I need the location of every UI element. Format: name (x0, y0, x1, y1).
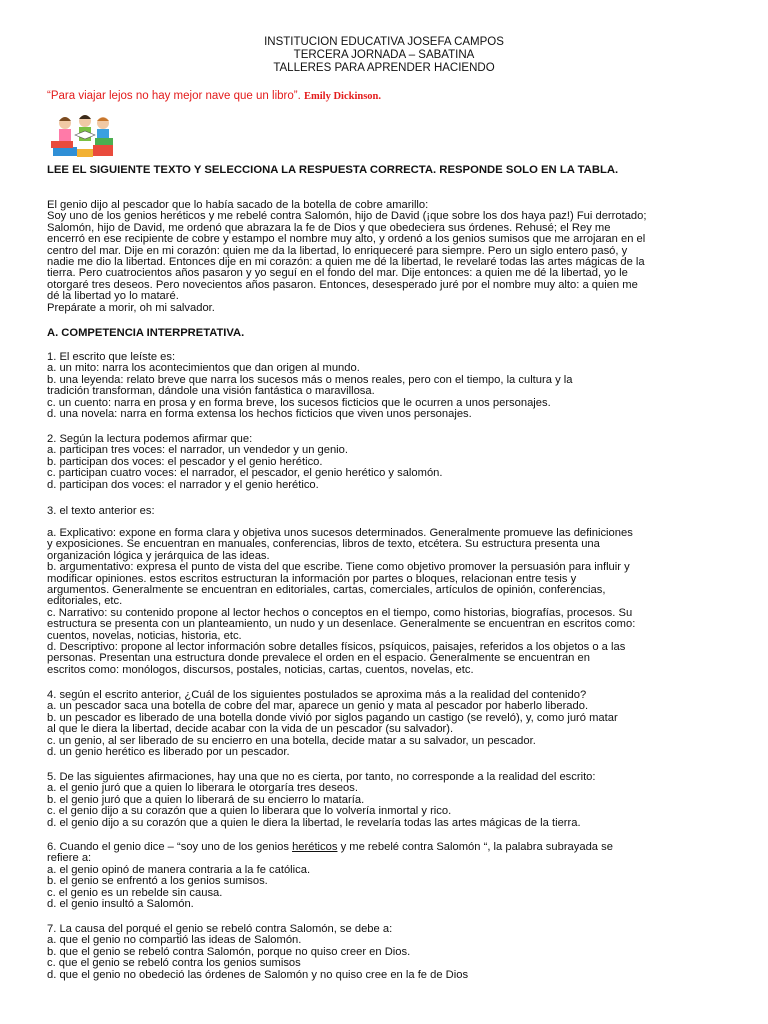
story-text (47, 200, 727, 314)
quote-text: “Para viajar lejos no hay mejor nave que un libro”. (47, 90, 301, 102)
children-reading-books-icon (47, 111, 121, 164)
workshop-title: TALLERES PARA APRENDER HACIENDO (273, 62, 495, 74)
answer-option: argumentos. Generalmente se encuentran en editoriales, cartas, comerciales, artículos de opinión, conferencias, (47, 584, 606, 597)
answer-option: b. el genio juró que a quien lo liberará de su encierro lo mataría. (47, 793, 365, 806)
answer-option: c. un genio, al ser liberado de su encierro en una botella, decide matar a su salvador, un pescador. (47, 734, 536, 747)
answer-option: tradición transforman, dándole una visión fantástica o maravillosa. (47, 385, 375, 398)
answer-option: c. un cuento: narra en prosa y en forma breve, los sucesos ficticios que le ocurren a unos personajes. (47, 396, 551, 409)
answer-option: al que le diera la libertad, decide acabar con la vida de un pescador (su salvador). (47, 723, 454, 736)
question-text: refiere a: (47, 852, 92, 865)
answer-option: b. una leyenda: relato breve que narra los sucesos más o menos reales, pero con el tiempo, la cultura y la (47, 373, 573, 386)
answer-option: c. el genio es un rebelde sin causa. (47, 886, 223, 899)
instructions: LEE EL SIGUIENTE TEXTO Y SELECCIONA LA RESPUESTA CORRECTA. RESPONDE SOLO EN LA TABLA. (47, 164, 619, 176)
story-line: Soy uno de los genios heréticos y me rebelé contra Salomón, hijo de David (¡que sobre los dos haya paz!) Fui derrotado; (47, 210, 647, 223)
question-2 (47, 434, 727, 491)
answer-option: modificar opiniones. estos escritos estructuran la información por partes o bloques, relacionan entre tesis y (47, 572, 577, 585)
answer-option: b. un pescador es liberado de una botella donde vivió por siglos pagando un castigo (se reveló), y, como juró matar (47, 711, 618, 724)
story-line: centro del mar. Dije en mi corazón: quien me da la libertad, lo enriqueceré para siempre. Pero un siglo entero pasó, y (47, 244, 628, 257)
story-line: dé la libertad yo lo mataré. (47, 290, 179, 303)
answer-option: b. el genio se enfrentó a los genios sumisos. (47, 875, 268, 888)
answer-option: y exposiciones. Se encuentran en manuales, conferencias, libros de texto, etcétera. Su estructura presenta una (47, 538, 600, 551)
question-text: 5. De las siguientes afirmaciones, hay una que no es cierta, por tanto, no corresponde a la realidad del escrito: (47, 771, 596, 783)
story-line: otorgaré tres deseos. Pero novecientos años pasaron. Entonces, desesperado juré por el nombre muy alto: a quien me (47, 278, 638, 291)
answer-option: a. un mito: narra los acontecimientos que dan origen al mundo. (47, 362, 360, 375)
story-line: Prepárate a morir, oh mi salvador. (47, 301, 215, 314)
answer-option: d. participan dos voces: el narrador y el genio herético. (47, 478, 319, 491)
question-4 (47, 690, 727, 758)
answer-option: escritos como: monólogos, discursos, postales, noticias, cartas, cuentos, novelas, etc. (47, 663, 474, 676)
answer-option: d. Descriptivo: propone al lector información sobre detalles físicos, psíquicos, paisajes, referidos a los objetos o a las (47, 641, 626, 654)
answer-option: a. un pescador saca una botella de cobre del mar, aparece un genio y mata al pescador por haberlo liberado. (47, 700, 589, 713)
answer-option: d. una novela: narra en forma extensa los hechos ficticios que viven unos personajes. (47, 408, 472, 421)
answer-option: a. el genio juró que a quien lo liberara le otorgaría tres deseos. (47, 782, 358, 795)
question-7 (47, 924, 727, 981)
question-lead: 6. Cuando el genio dice – “soy uno de los genios (47, 841, 293, 853)
answer-option: a. Explicativo: expone en forma clara y objetiva unos sucesos determinados. Generalmente promueve las definiciones (47, 527, 633, 539)
answer-option: b. que el genio se rebeló contra Salomón, porque no quiso creer en Dios. (47, 945, 411, 958)
answer-option: d. que el genio no obedeció las órdenes de Salomón y no quiso cree en la fe de Dios (47, 968, 469, 981)
answer-option: c. participan cuatro voces: el narrador, el pescador, el genio herético y salomón. (47, 467, 443, 480)
answer-option: estructura se presenta con un planteamiento, un nudo y un desenlace. Generalmente se encuentran en escritos como: (47, 618, 636, 631)
answer-option: c. el genio dijo a su corazón que a quien lo liberara que lo volvería inmortal y rico. (47, 805, 452, 818)
question-1 (47, 352, 727, 420)
section-title: A. COMPETENCIA INTERPRETATIVA. (47, 327, 245, 339)
story-line: encerró en ese recipiente de cobre y estampo el nombre muy alto, y ordenó a los genios sumisos que me arrojaran en el (47, 233, 646, 246)
answer-option: b. argumentativo: expresa el punto de vista del que escribe. Tiene como objetivo promover la persuasión para influir y (47, 561, 630, 574)
answer-option: d. el genio dijo a su corazón que a quien le diera la libertad, le revelaría todas las artes mágicas de la tierra. (47, 816, 581, 829)
answer-option: a. participan tres voces: el narrador, un vendedor y un genio. (47, 444, 349, 457)
answer-option: d. un genio herético es liberado por un pescador. (47, 746, 290, 759)
question-6 (47, 842, 727, 910)
answer-option: organización lógica y jerárquica de las ideas. (47, 549, 270, 562)
question-text: 4. según el escrito anterior, ¿Cuál de los siguientes postulados se aproxima más a la realidad del contenido? (47, 689, 587, 701)
story-line: nadie me dio la libertad. Entonces dije en mi corazón: a quien me dé la libertad, le revelaré todas las artes mágicas de la (47, 256, 645, 269)
answer-option: editoriales, etc. (47, 595, 123, 608)
answer-option: a. el genio opinó de manera contraria a la fe católica. (47, 863, 311, 876)
answer-option: personas. Presentan una estructura donde prevalece el orden en el espacio. Generalmente se encuentran en (47, 652, 590, 665)
schedule-title: TERCERA JORNADA – SABATINA (293, 49, 475, 61)
question-text (47, 842, 727, 853)
story-line: Salomón, hijo de David, me ordenó que abrazara la fe de Dios y que obedeciera sus órdenes. Rehusé; el Rey me (47, 221, 611, 234)
underlined-word: heréticos (292, 841, 338, 853)
answer-option: c. Narrativo: su contenido propone al lector hechos o conceptos en el tiempo, como historias, biografías, procesos. Su (47, 606, 633, 619)
story-line: El genio dijo al pescador que lo había sacado de la botella de cobre amarillo: (47, 199, 429, 211)
question-3-title: 3. el texto anterior es: (47, 505, 155, 517)
answer-option: d. el genio insultó a Salomón. (47, 898, 194, 911)
question-3-options (47, 528, 727, 676)
answer-option: c. que el genio se rebeló contra los genios sumisos (47, 957, 301, 970)
answer-option: cuentos, novelas, noticias, historia, etc. (47, 629, 242, 642)
story-line: tierra. Pero cuatrocientos años pasaron y yo seguí en el fondo del mar. Dije entonces: a quien me dé la libertad, yo le (47, 267, 628, 280)
question-text: 1. El escrito que leíste es: (47, 351, 176, 363)
question-5 (47, 772, 727, 829)
epigraph-quote (47, 90, 381, 102)
question-tail: y me rebelé contra Salomón “, la palabra subrayada se (337, 841, 613, 853)
quote-author: Emily Dickinson. (303, 91, 382, 102)
question-text: 7. La causa del porqué el genio se rebeló contra Salomón, se debe a: (47, 923, 393, 935)
answer-option: b. participan dos voces: el pescador y el genio herético. (47, 455, 323, 468)
answer-option: a. que el genio no compartió las ideas de Salomón. (47, 934, 302, 947)
school-name: INSTITUCION EDUCATIVA JOSEFA CAMPOS (264, 36, 504, 48)
question-text: 2. Según la lectura podemos afirmar que: (47, 433, 253, 445)
